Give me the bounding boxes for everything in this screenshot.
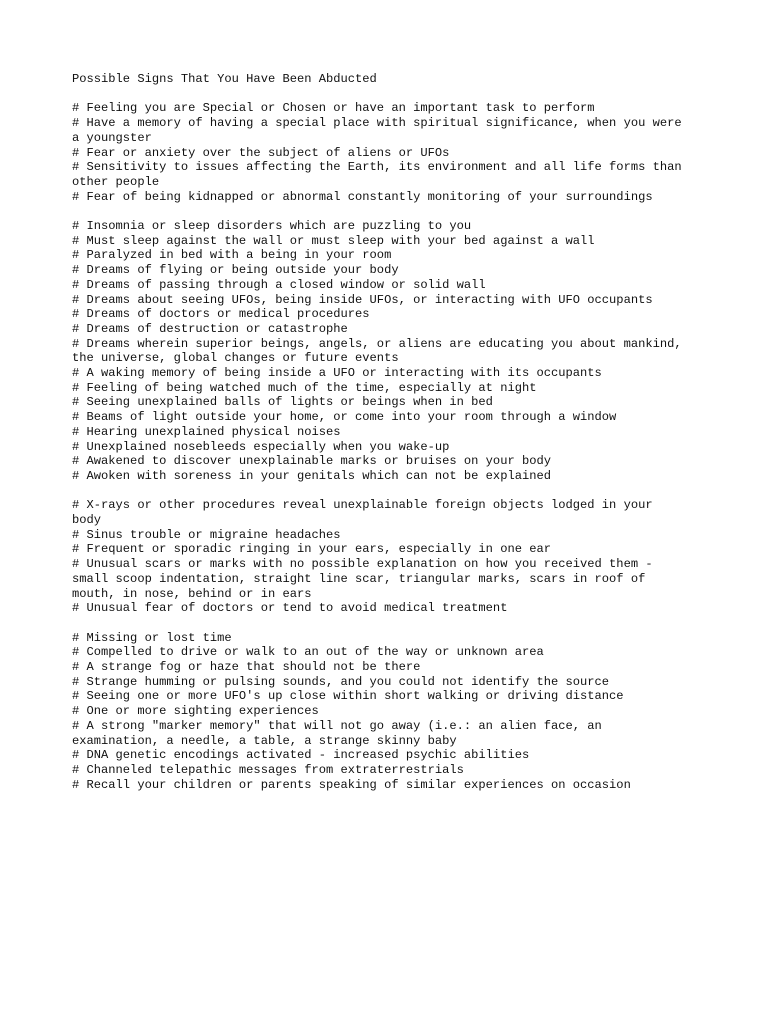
list-item: # Unusual scars or marks with no possible explanation on how you received them - small scoop indentation, straight line scar, triangular marks, scars in roof of mouth, in nose, behind or in ears	[72, 557, 660, 601]
list-item: # Insomnia or sleep disorders which are puzzling to you	[72, 219, 472, 233]
list-item: # Seeing unexplained balls of lights or beings when in bed	[72, 395, 493, 410]
list-item: # A strong "marker memory" that will not go away (i.e.: an alien face, an examination, a needle, a table, a strange skinny baby	[72, 718, 610, 748]
list-item: # Sensitivity to issues affecting the Earth, its environment and all life forms than other people	[72, 160, 689, 189]
list-item: # X-rays or other procedures reveal unexplainable foreign objects lodged in your body	[72, 498, 660, 528]
list-item: # One or more sighting experiences	[72, 704, 319, 719]
list-item: # DNA genetic encodings activated - increased psychic abilities	[72, 748, 530, 763]
list-item: # A strange fog or haze that should not be there	[72, 660, 421, 675]
list-item: # Dreams of flying or being outside your body	[72, 263, 399, 278]
section-personal-feelings	[72, 101, 689, 204]
list-item: # Dreams about seeing UFOs, being inside UFOs, or interacting with UFO occupants	[72, 292, 653, 307]
document-title: Possible Signs That You Have Been Abducted	[72, 72, 377, 86]
list-item: # Feeling of being watched much of the time, especially at night	[72, 380, 537, 395]
list-item: # Paralyzed in bed with a being in your room	[72, 248, 392, 263]
list-item: # Recall your children or parents speaking of similar experiences on occasion	[72, 777, 631, 792]
list-item: # Unexplained nosebleeds especially when you wake-up	[72, 439, 450, 454]
list-item: # Missing or lost time	[72, 630, 232, 645]
list-item: # Strange humming or pulsing sounds, and you could not identify the source	[72, 674, 610, 689]
section-experiences	[72, 631, 682, 793]
list-item: # Dreams of doctors or medical procedures	[72, 307, 370, 322]
list-item: # Compelled to drive or walk to an out of the way or unknown area	[72, 645, 544, 660]
list-item: # Unusual fear of doctors or tend to avoid medical treatment	[72, 601, 508, 616]
list-item: # Seeing one or more UFO's up close within short walking or driving distance	[72, 689, 624, 704]
list-item: # Frequent or sporadic ringing in your ears, especially in one ear	[72, 542, 551, 557]
list-item: # Hearing unexplained physical noises	[72, 424, 341, 439]
list-item: # Dreams wherein superior beings, angels, or aliens are educating you about mankind, the universe, global changes or future events	[72, 336, 689, 366]
list-item: # Awoken with soreness in your genitals which can not be explained	[72, 468, 551, 483]
list-item: # Dreams of destruction or catastrophe	[72, 321, 348, 336]
list-item: # Dreams of passing through a closed window or solid wall	[72, 277, 486, 292]
section-sleep-and-dreams	[72, 219, 689, 484]
section-physical-signs	[72, 498, 682, 616]
list-item: # Feeling you are Special or Chosen or have an important task to perform	[72, 101, 595, 116]
list-item: # Fear or anxiety over the subject of aliens or UFOs	[72, 145, 450, 160]
list-item: # Sinus trouble or migraine headaches	[72, 527, 341, 542]
list-item: # Awakened to discover unexplainable marks or bruises on your body	[72, 454, 551, 469]
list-item: # Beams of light outside your home, or come into your room through a window	[72, 410, 617, 425]
list-item: # Must sleep against the wall or must sleep with your bed against a wall	[72, 233, 595, 248]
document-page	[72, 72, 689, 807]
list-item: # Have a memory of having a special place with spiritual significance, when you were a youngster	[72, 116, 689, 145]
list-item: # Channeled telepathic messages from extraterrestrials	[72, 762, 464, 777]
list-item: # A waking memory of being inside a UFO or interacting with its occupants	[72, 366, 602, 381]
list-item: # Fear of being kidnapped or abnormal constantly monitoring of your surroundings	[72, 189, 653, 204]
